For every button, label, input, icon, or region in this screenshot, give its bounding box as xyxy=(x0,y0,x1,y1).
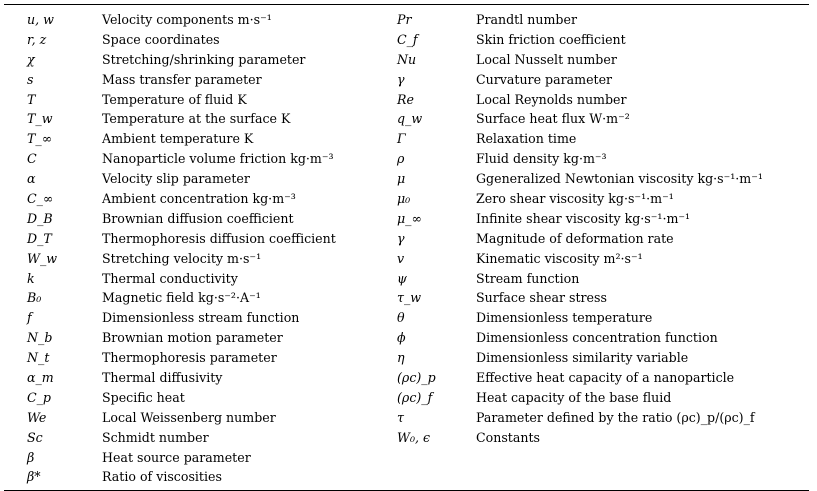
left-description: Schmidt number xyxy=(102,429,209,445)
right-symbol: C_f xyxy=(397,31,418,47)
right-description: Ggeneralized Newtonian viscosity kg·s⁻¹·m⁻¹ xyxy=(476,171,763,187)
left-description: Stretching velocity m·s⁻¹ xyxy=(102,250,262,266)
left-symbol: N_b xyxy=(27,330,53,346)
right-description: Local Reynolds number xyxy=(476,91,627,107)
right-symbol: γ xyxy=(397,71,405,87)
right-symbol: μ₀ xyxy=(397,191,411,207)
left-description: Thermophoresis diffusion coefficient xyxy=(102,230,336,246)
left-description: Dimensionless stream function xyxy=(102,310,300,326)
table-row xyxy=(4,70,809,90)
left-symbol: k xyxy=(27,270,35,286)
left-description: Thermal diffusivity xyxy=(102,370,223,386)
right-symbol: v xyxy=(397,250,405,266)
table-row xyxy=(4,109,809,129)
table-row xyxy=(4,269,809,289)
left-description: Specific heat xyxy=(102,389,185,405)
right-symbol: Nu xyxy=(397,51,417,67)
right-description: Heat capacity of the base fluid xyxy=(476,389,672,405)
right-symbol: μ_∞ xyxy=(397,210,422,226)
table-row xyxy=(4,50,809,70)
left-description: Brownian motion parameter xyxy=(102,330,283,346)
left-symbol: C xyxy=(27,151,37,167)
table-row xyxy=(4,229,809,249)
table-row xyxy=(4,328,809,348)
left-symbol: χ xyxy=(27,51,35,67)
left-symbol: r, z xyxy=(27,31,47,47)
left-description: Ambient temperature K xyxy=(102,131,254,147)
right-symbol: γ xyxy=(397,230,405,246)
right-symbol: Pr xyxy=(397,12,412,27)
table-row xyxy=(4,149,809,169)
table-row xyxy=(4,169,809,189)
right-description: Prandtl number xyxy=(476,12,577,27)
left-description: Ratio of viscosities xyxy=(102,469,222,485)
table-row xyxy=(4,448,809,468)
left-symbol: T_w xyxy=(27,111,53,127)
right-symbol: ρ xyxy=(397,151,405,167)
left-description: Heat source parameter xyxy=(102,449,251,465)
table-row xyxy=(4,308,809,328)
left-symbol: B₀ xyxy=(27,290,42,306)
nomenclature-table xyxy=(4,4,809,491)
left-symbol: W_w xyxy=(27,250,58,266)
right-symbol: Re xyxy=(397,91,414,107)
left-symbol: β* xyxy=(27,469,41,485)
right-symbol: Γ xyxy=(397,131,406,147)
right-description: Stream function xyxy=(476,270,580,286)
right-description: Surface shear stress xyxy=(476,290,607,306)
right-symbol: η xyxy=(397,350,405,366)
right-symbol: ψ xyxy=(397,270,407,286)
left-description: Stretching/shrinking parameter xyxy=(102,51,306,67)
right-symbol: τ_w xyxy=(397,290,422,306)
right-symbol: μ xyxy=(397,171,406,187)
table-row xyxy=(4,388,809,408)
left-symbol: β xyxy=(27,449,35,465)
left-description: Brownian diffusion coefficient xyxy=(102,210,294,226)
left-symbol: N_t xyxy=(27,350,50,366)
left-description: Local Weissenberg number xyxy=(102,409,276,425)
right-symbol: W₀, ϵ xyxy=(397,429,431,445)
left-description: Temperature of fluid K xyxy=(102,91,247,107)
left-symbol: Sc xyxy=(27,429,43,445)
table-row xyxy=(4,348,809,368)
left-symbol: We xyxy=(27,409,47,425)
right-symbol: q_w xyxy=(397,111,423,127)
left-symbol: α xyxy=(27,171,36,187)
right-description: Fluid density kg·m⁻³ xyxy=(476,151,607,167)
table-row xyxy=(4,209,809,229)
table-row xyxy=(4,189,809,209)
left-symbol: D_T xyxy=(27,230,52,246)
left-symbol: T xyxy=(27,91,36,107)
right-symbol: ϕ xyxy=(397,330,406,346)
nomenclature-rows xyxy=(4,10,809,487)
left-symbol: u, w xyxy=(27,12,54,27)
right-description: Parameter defined by the ratio (ρc)_p/(ρc)_f xyxy=(476,409,755,425)
right-description: Effective heat capacity of a nanoparticle xyxy=(476,370,735,386)
left-symbol: D_B xyxy=(27,210,53,226)
left-description: Ambient concentration kg·m⁻³ xyxy=(102,191,296,207)
left-description: Magnetic field kg·s⁻²·A⁻¹ xyxy=(102,290,261,306)
left-description: Velocity slip parameter xyxy=(102,171,250,187)
left-symbol: C_p xyxy=(27,389,51,405)
right-symbol: θ xyxy=(397,310,405,326)
left-symbol: α_m xyxy=(27,370,54,386)
right-symbol: (ρc)_f xyxy=(397,389,433,405)
right-symbol: τ xyxy=(397,409,404,425)
right-description: Skin friction coefficient xyxy=(476,31,626,47)
left-description: Temperature at the surface K xyxy=(102,111,291,127)
table-row xyxy=(4,288,809,308)
right-description: Surface heat flux W·m⁻² xyxy=(476,111,630,127)
right-description: Magnitude of deformation rate xyxy=(476,230,674,246)
left-description: Space coordinates xyxy=(102,31,220,47)
right-description: Local Nusselt number xyxy=(476,51,617,67)
right-symbol: (ρc)_p xyxy=(397,370,436,386)
right-description: Relaxation time xyxy=(476,131,577,147)
right-description: Constants xyxy=(476,429,540,445)
right-description: Curvature parameter xyxy=(476,71,613,87)
table-row xyxy=(4,129,809,149)
right-description: Dimensionless temperature xyxy=(476,310,653,326)
table-row xyxy=(4,368,809,388)
left-description: Thermophoresis parameter xyxy=(102,350,277,366)
left-description: Velocity components m·s⁻¹ xyxy=(102,12,272,27)
left-description: Mass transfer parameter xyxy=(102,71,262,87)
right-description: Dimensionless similarity variable xyxy=(476,350,689,366)
right-description: Kinematic viscosity m²·s⁻¹ xyxy=(476,250,643,266)
right-description: Infinite shear viscosity kg·s⁻¹·m⁻¹ xyxy=(476,210,691,226)
table-row xyxy=(4,10,809,30)
left-symbol: T_∞ xyxy=(27,131,53,147)
table-row xyxy=(4,428,809,448)
table-row xyxy=(4,249,809,269)
left-description: Nanoparticle volume friction kg·m⁻³ xyxy=(102,151,334,167)
right-description: Zero shear viscosity kg·s⁻¹·m⁻¹ xyxy=(476,191,674,207)
left-symbol: f xyxy=(27,310,32,326)
left-description: Thermal conductivity xyxy=(102,270,238,286)
table-row xyxy=(4,408,809,428)
table-row xyxy=(4,30,809,50)
table-row xyxy=(4,90,809,110)
table-row xyxy=(4,467,809,487)
right-description: Dimensionless concentration function xyxy=(476,330,718,346)
left-symbol: C_∞ xyxy=(27,191,54,207)
left-symbol: s xyxy=(27,71,34,87)
